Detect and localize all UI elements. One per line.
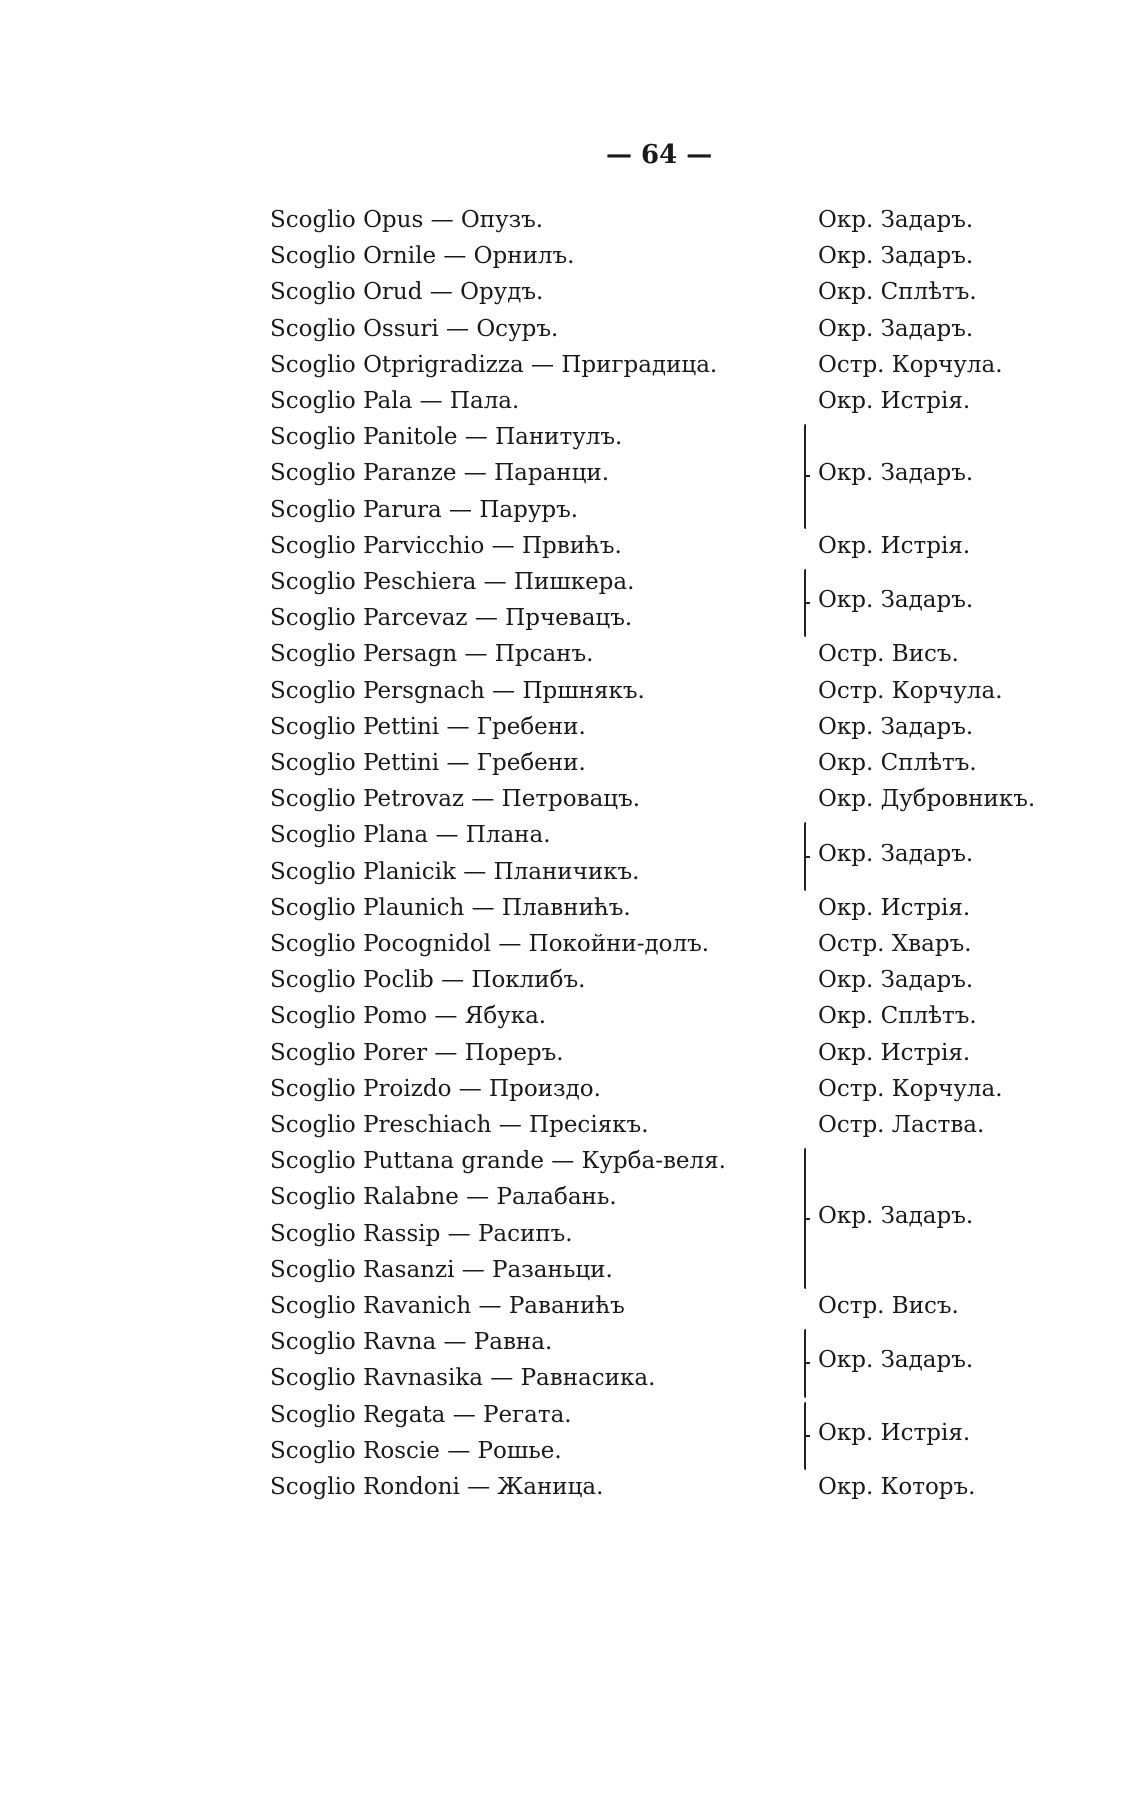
entry-name: Scoglio Plana — Плана. xyxy=(270,822,551,849)
region-brace xyxy=(804,569,806,637)
entry-name: Scoglio Proizdo — Произдо. xyxy=(270,1075,601,1102)
entry-region: Окр. Задаръ. xyxy=(818,460,974,487)
entry-region: Окр. Истрія. xyxy=(818,1419,971,1446)
entry-region: Остр. Корчула. xyxy=(818,1075,1003,1102)
entry-region: Окр. Задаръ. xyxy=(818,713,974,740)
entry-name: Scoglio Petrovaz — Петровацъ. xyxy=(270,786,641,813)
region-brace xyxy=(804,822,806,890)
entry-name: Scoglio Peschiera — Пишкера. xyxy=(270,569,635,595)
region-brace xyxy=(804,1402,806,1470)
entry-name: Scoglio Parura — Паруръ. xyxy=(270,496,579,523)
entry-region: Окр. Задаръ. xyxy=(818,207,974,233)
entry-name: Scoglio Persgnach — Пршнякъ. xyxy=(270,677,645,704)
entry-region: Остр. Висъ. xyxy=(818,1293,959,1319)
entry-region: Окр. Сплѣтъ. xyxy=(818,279,977,306)
entry-region: Остр. Хваръ. xyxy=(818,931,972,957)
entry-region: Окр. Истрія. xyxy=(818,894,971,921)
entry-name: Scoglio Preschiach — Пресіякъ. xyxy=(270,1112,649,1138)
entry-region: Остр. Висъ. xyxy=(818,641,959,668)
entry-region: Окр. Задаръ. xyxy=(818,1202,974,1229)
entry-region: Окр. Задаръ. xyxy=(818,1347,974,1374)
entry-name: Scoglio Regata — Регата. xyxy=(270,1401,572,1428)
entry-name: Scoglio Ravanich — Раванићъ xyxy=(270,1293,625,1319)
entry-name: Scoglio Ravnasika — Равнасика. xyxy=(270,1365,656,1392)
entry-region: Окр. Задаръ. xyxy=(818,967,974,994)
entry-name: Scoglio Plaunich — Плавнићъ. xyxy=(270,894,631,921)
entry-name: Scoglio Puttana grande — Курба-веля. xyxy=(270,1148,726,1175)
entry-region: Остр. Ластва. xyxy=(818,1112,985,1138)
entry-region: Окр. Истрія. xyxy=(818,388,971,414)
page-number-text: — 64 — xyxy=(606,140,713,170)
entry-name: Scoglio Opus — Опузъ. xyxy=(270,207,544,233)
entry-name: Scoglio Pettini — Гребени. xyxy=(270,713,586,740)
entry-name: Scoglio Rondoni — Жаница. xyxy=(270,1474,604,1500)
entry-name: Scoglio Paranze — Паранци. xyxy=(270,460,610,487)
entry-name: Scoglio Ossuri — Осуръ. xyxy=(270,315,559,342)
entry-name: Scoglio Ornile — Орнилъ. xyxy=(270,243,575,270)
entry-region: Окр. Которъ. xyxy=(818,1474,976,1500)
region-brace xyxy=(804,1329,806,1397)
entry-name: Scoglio Ravna — Равна. xyxy=(270,1329,553,1356)
entry-name: Scoglio Otprigradizza — Приградица. xyxy=(270,351,718,378)
region-brace xyxy=(804,1148,806,1289)
entry-name: Scoglio Roscie — Рошье. xyxy=(270,1437,562,1464)
entry-region: Окр. Истрія. xyxy=(818,532,971,559)
entry-name: Scoglio Parcevaz — Прчевацъ. xyxy=(270,605,633,632)
entry-region: Окр. Истрія. xyxy=(818,1039,971,1066)
entry-region: Остр. Корчула. xyxy=(818,351,1003,378)
entry-name: Scoglio Panitole — Панитулъ. xyxy=(270,424,623,451)
entry-region: Окр. Задаръ. xyxy=(818,315,974,342)
entry-name: Scoglio Pettini — Гребени. xyxy=(270,750,586,776)
entry-name: Scoglio Ralabne — Ралабань. xyxy=(270,1184,617,1211)
entry-region: Окр. Задаръ. xyxy=(818,243,974,270)
entry-region: Окр. Сплѣтъ. xyxy=(818,750,977,776)
entry-name: Scoglio Parvicchio — Првићъ. xyxy=(270,532,622,559)
entry-name: Scoglio Pomo — Ябука. xyxy=(270,1003,547,1030)
entry-name: Scoglio Rassip — Расипъ. xyxy=(270,1220,573,1247)
entry-region: Окр. Задаръ. xyxy=(818,587,974,614)
entry-region: Окр. Сплѣтъ. xyxy=(818,1003,977,1030)
entry-name: Scoglio Poclib — Поклибъ. xyxy=(270,967,586,994)
entry-region: Остр. Корчула. xyxy=(818,677,1003,704)
entry-region: Окр. Задаръ. xyxy=(818,840,974,867)
entry-name: Scoglio Planicik — Планичикъ. xyxy=(270,858,640,885)
entry-name: Scoglio Rasanzi — Разаньци. xyxy=(270,1256,613,1283)
entry-name: Scoglio Porer — Пореръ. xyxy=(270,1039,564,1066)
entry-name: Scoglio Pala — Пала. xyxy=(270,388,520,414)
entry-name: Scoglio Pocognidol — Покойни-долъ. xyxy=(270,931,710,957)
entry-name: Scoglio Persagn — Прсанъ. xyxy=(270,641,594,668)
entry-name: Scoglio Orud — Орудъ. xyxy=(270,279,544,306)
entry-region: Окр. Дубровникъ. xyxy=(818,786,1036,813)
region-brace xyxy=(804,424,806,529)
